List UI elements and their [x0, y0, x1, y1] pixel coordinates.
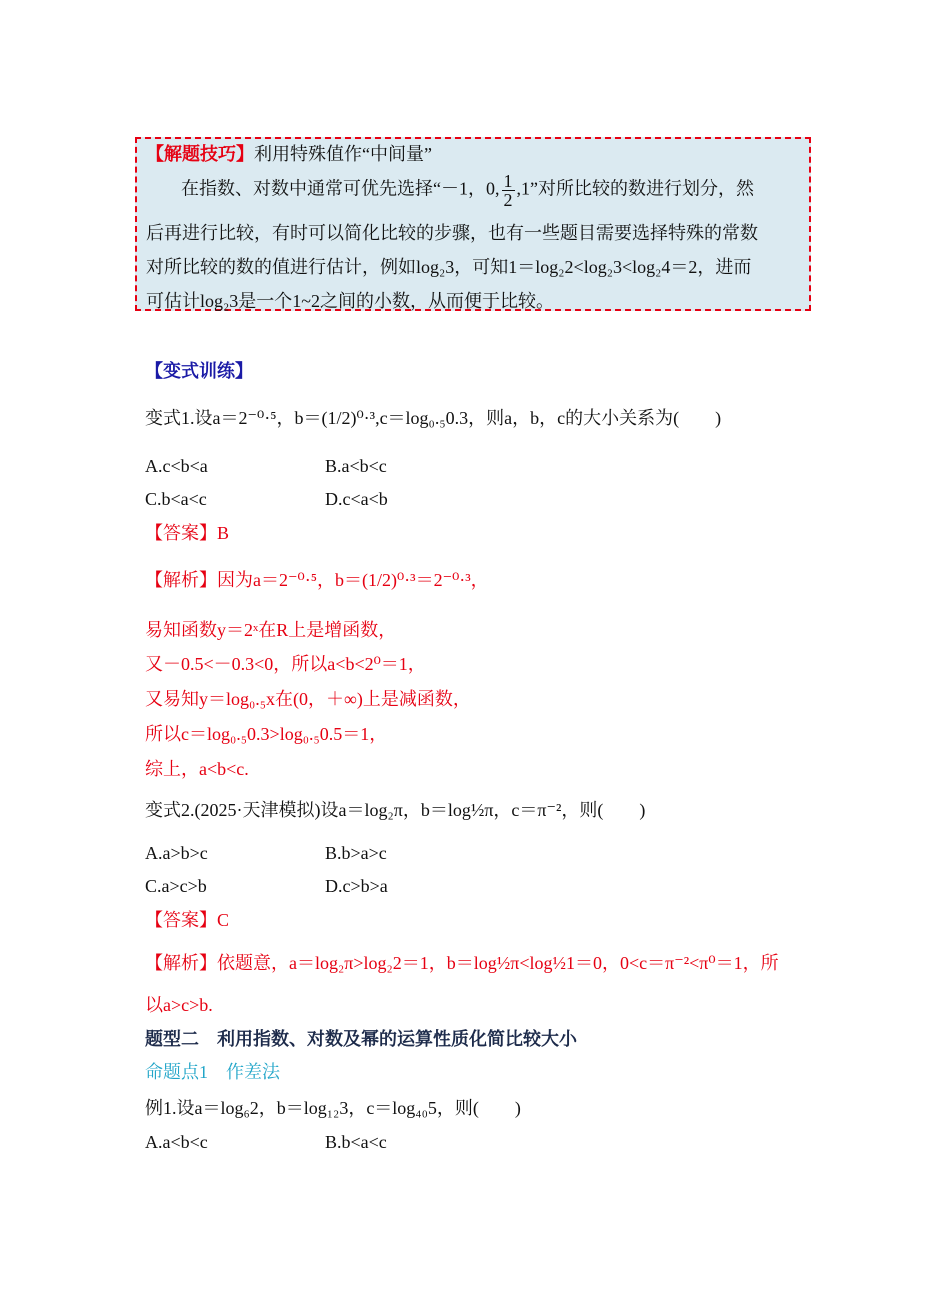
- tip-line-4: 可估计log₂3是一个1~2之间的小数，从而便于比较。: [146, 291, 555, 311]
- tip-line-2: 后再进行比较，有时可以简化比较的步骤，也有一些题目需要选择特殊的常数: [146, 223, 758, 243]
- v1-analysis-6: 综上，a<b<c.: [145, 759, 249, 779]
- variant-1-question: 变式1.设a＝2⁻⁰·⁵，b＝(1/2)⁰·³,c＝log₀.₅0.3，则a，b，c的大小关系为( ): [145, 408, 722, 428]
- point1-heading: 命题点1 作差法: [145, 1062, 280, 1082]
- variant-2-question: 变式2.(2025·天津模拟)设a＝log₂π，b＝log½π，c＝π⁻²，则( ): [145, 800, 646, 820]
- v1-option-d: D.c<a<b: [325, 489, 388, 509]
- v2-option-b: B.b>a>c: [325, 843, 387, 863]
- v1-answer: 【答案】B: [145, 523, 230, 543]
- variant-heading: 【变式训练】: [145, 361, 253, 381]
- tip-line-3: 对所比较的数的值进行估计，例如log₂3，可知1＝log₂2<log₂3<log₂4＝2，进而: [146, 257, 752, 277]
- v1-analysis-4: 又易知y＝log₀.₅x在(0，＋∞)上是减函数，: [145, 689, 471, 709]
- v2-answer: 【答案】C: [145, 910, 230, 930]
- example-1-question: 例1.设a＝log₆2，b＝log₁₂3，c＝log₄₀5，则( ): [145, 1098, 521, 1118]
- v2-analysis-1: 【解析】依题意，a＝log₂π>log₂2＝1，b＝log½π<log½1＝0，0<c＝π⁻²<π⁰＝1，所: [145, 953, 779, 973]
- tip-tag: 【解题技巧】: [146, 144, 254, 164]
- ex1-option-b: B.b<a<c: [325, 1132, 387, 1152]
- v1-option-c: C.b<a<c: [145, 489, 207, 509]
- v1-analysis-3: 又－0.5<－0.3<0，所以a<b<2⁰＝1，: [145, 654, 426, 674]
- v2-analysis-2: 以a>c>b.: [145, 995, 213, 1015]
- v2-option-c: C.a>c>b: [145, 876, 207, 896]
- v1-option-b: B.a<b<c: [325, 456, 387, 476]
- fraction: $\frac{1}{2}$: [503, 171, 513, 210]
- type2-heading: 题型二 利用指数、对数及幂的运算性质化简比较大小: [145, 1029, 577, 1049]
- tip-title: 利用特殊值作“中间量”: [254, 144, 432, 164]
- ex1-option-a: A.a<b<c: [145, 1132, 208, 1152]
- v1-option-a: A.c<b<a: [145, 456, 208, 476]
- tip-title-line: [146, 141, 432, 167]
- v1-analysis-2: 易知函数y＝2ˣ在R上是增函数，: [145, 620, 397, 640]
- tip-line-1: 在指数、对数中通常可优先选择“－1，0, $\frac{1}{2}$ ,1”对所比较的数进行划分，然: [181, 171, 754, 210]
- v1-analysis-5: 所以c＝log₀.₅0.3>log₀.₅0.5＝1，: [145, 724, 388, 744]
- v2-option-a: A.a>b>c: [145, 843, 208, 863]
- v2-option-d: D.c>b>a: [325, 876, 388, 896]
- v1-analysis-1: 【解析】因为a＝2⁻⁰·⁵，b＝(1/2)⁰·³＝2⁻⁰·³，: [145, 570, 489, 590]
